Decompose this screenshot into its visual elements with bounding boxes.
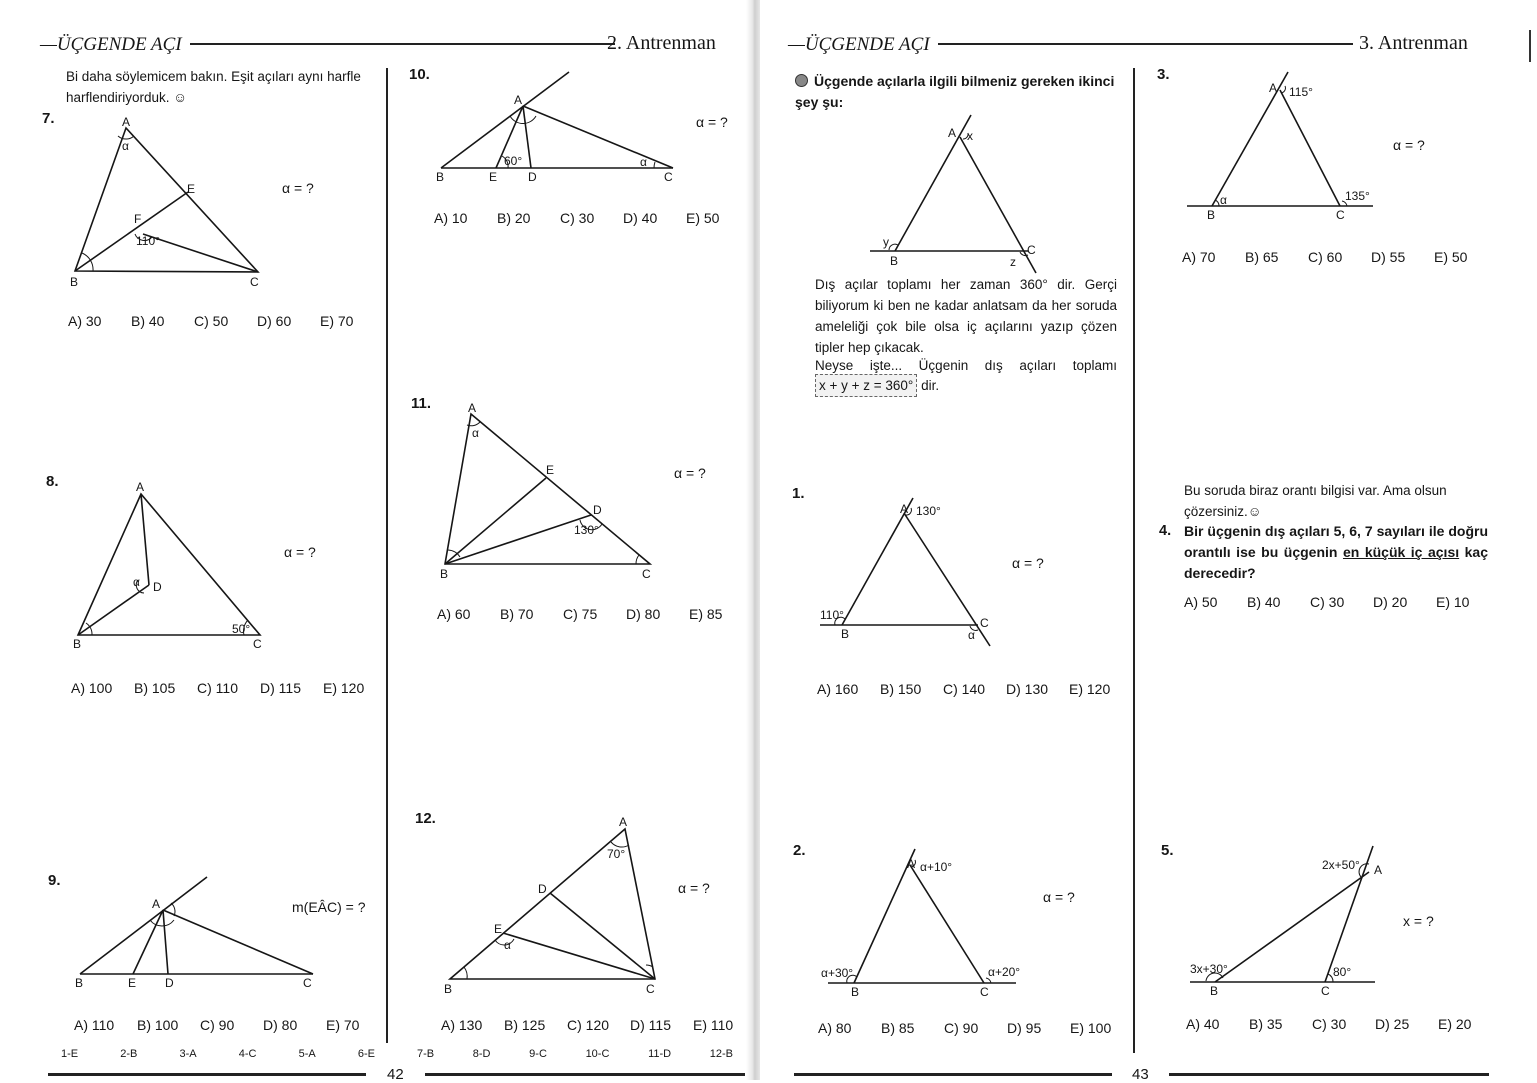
choice-a[interactable]: A) 160 bbox=[817, 681, 859, 697]
svg-text:110°: 110° bbox=[136, 234, 160, 248]
question-prompt: m(EÂC) = ? bbox=[292, 899, 366, 915]
choice-a[interactable]: A) 80 bbox=[818, 1020, 852, 1036]
choice-e[interactable]: E) 50 bbox=[686, 210, 720, 226]
answer-choices bbox=[1182, 249, 1497, 265]
choice-d[interactable]: D) 130 bbox=[1006, 681, 1049, 697]
choice-d[interactable]: D) 25 bbox=[1375, 1016, 1410, 1032]
question-number: 5. bbox=[1161, 842, 1174, 859]
svg-text:A: A bbox=[619, 815, 628, 829]
choice-b[interactable]: B) 65 bbox=[1245, 249, 1279, 265]
info-paragraph: Dış açılar toplamı her zaman 360° dir. Gerçi biliyorum ki ben ne kadar anlatsam da her soruda ameleliği çok bile olsa iç açılarını yazıp çözen tipler hep çıkacak. bbox=[815, 277, 1117, 355]
question-number: 9. bbox=[48, 872, 61, 889]
svg-text:E: E bbox=[494, 922, 503, 936]
choice-a[interactable]: A) 50 bbox=[1184, 594, 1218, 610]
triangle-figure bbox=[1185, 842, 1405, 1002]
intro-text: Bi daha söylemicem bakın. Eşit açıları aynı harfle harflendiriyorduk. ☺ bbox=[66, 69, 361, 105]
svg-text:130°: 130° bbox=[916, 504, 941, 518]
bullet-icon bbox=[795, 74, 808, 87]
question-prompt: α = ? bbox=[1043, 889, 1075, 905]
svg-text:A: A bbox=[468, 401, 477, 415]
choice-c[interactable]: C) 90 bbox=[200, 1017, 235, 1033]
choice-d[interactable]: D) 80 bbox=[263, 1017, 298, 1033]
answer-key-item: 12-B bbox=[709, 1048, 733, 1060]
svg-text:α+20°: α+20° bbox=[988, 965, 1021, 979]
choice-e[interactable]: E) 50 bbox=[1434, 249, 1468, 265]
svg-text:B: B bbox=[440, 567, 449, 581]
svg-text:C: C bbox=[253, 637, 262, 651]
question-prompt: α = ? bbox=[1393, 137, 1425, 153]
question-prompt: α = ? bbox=[674, 465, 706, 481]
svg-text:D: D bbox=[593, 503, 602, 517]
svg-text:70°: 70° bbox=[607, 847, 626, 861]
choice-e[interactable]: E) 70 bbox=[326, 1017, 360, 1033]
formula-box: x + y + z = 360° bbox=[815, 374, 917, 397]
choice-b[interactable]: B) 125 bbox=[504, 1017, 546, 1033]
triangle-figure bbox=[430, 68, 680, 188]
question-prompt: α = ? bbox=[678, 880, 710, 896]
answer-choices bbox=[817, 681, 1132, 697]
page-edge-mark bbox=[1529, 30, 1531, 62]
formula-suffix: dir. bbox=[921, 378, 940, 393]
svg-text:C: C bbox=[980, 985, 989, 999]
page-header bbox=[40, 30, 735, 60]
svg-text:B: B bbox=[444, 982, 453, 996]
svg-text:α: α bbox=[1220, 193, 1227, 207]
question-number: 12. bbox=[415, 810, 436, 827]
svg-text:A: A bbox=[514, 93, 523, 107]
footer-rule bbox=[48, 1073, 366, 1076]
svg-text:α+30°: α+30° bbox=[821, 966, 854, 980]
left-page bbox=[0, 0, 755, 1083]
question-text: Bir üçgenin dış açıları 5, 6, 7 sayıları ile doğru orantılı ise bu üçgenin en küçük iç açısı kaç derecedir? bbox=[1184, 523, 1488, 581]
footer-rule bbox=[794, 1073, 1112, 1076]
svg-text:D: D bbox=[153, 580, 162, 594]
svg-text:B: B bbox=[841, 627, 850, 641]
choice-b[interactable]: B) 70 bbox=[500, 606, 534, 622]
svg-text:2x+50°: 2x+50° bbox=[1322, 858, 1360, 872]
choice-b[interactable]: B) 35 bbox=[1249, 1016, 1283, 1032]
question-prompt: α = ? bbox=[696, 114, 728, 130]
svg-text:3x+30°: 3x+30° bbox=[1190, 962, 1228, 976]
question-number: 1. bbox=[792, 485, 805, 502]
choice-e[interactable]: E) 120 bbox=[1069, 681, 1111, 697]
choice-c[interactable]: C) 30 bbox=[560, 210, 595, 226]
svg-text:A: A bbox=[152, 897, 161, 911]
svg-text:D: D bbox=[165, 976, 174, 990]
svg-text:E: E bbox=[187, 182, 196, 196]
choice-e[interactable]: E) 70 bbox=[320, 313, 354, 329]
question-number: 11. bbox=[411, 395, 432, 412]
triangle-figure bbox=[70, 870, 320, 990]
svg-text:80°: 80° bbox=[1333, 965, 1352, 979]
page-number: 42 bbox=[387, 1066, 404, 1083]
svg-text:C: C bbox=[646, 982, 655, 996]
svg-text:60°: 60° bbox=[504, 154, 523, 168]
answer-key-item: 3-A bbox=[179, 1048, 197, 1060]
column-divider bbox=[1133, 68, 1135, 1053]
choice-a[interactable]: A) 70 bbox=[1182, 249, 1216, 265]
question-number: 10. bbox=[409, 66, 430, 83]
svg-text:B: B bbox=[1207, 208, 1216, 222]
svg-text:A: A bbox=[122, 115, 131, 129]
answer-key-right bbox=[417, 1048, 733, 1060]
svg-text:B: B bbox=[890, 254, 899, 268]
svg-text:A: A bbox=[900, 502, 909, 516]
triangle-figure bbox=[60, 478, 280, 651]
choice-d[interactable]: D) 95 bbox=[1007, 1020, 1042, 1036]
question-number: 8. bbox=[46, 473, 59, 490]
choice-c[interactable]: C) 120 bbox=[567, 1017, 610, 1033]
svg-text:E: E bbox=[128, 976, 137, 990]
answer-choices bbox=[818, 1020, 1133, 1036]
svg-text:α+10°: α+10° bbox=[920, 860, 953, 874]
svg-text:E: E bbox=[546, 463, 555, 477]
triangle-figure bbox=[440, 815, 670, 995]
choice-b[interactable]: B) 40 bbox=[131, 313, 165, 329]
choice-d[interactable]: D) 115 bbox=[630, 1017, 671, 1033]
svg-text:C: C bbox=[1027, 243, 1036, 257]
answer-key-item: 1-E bbox=[61, 1048, 79, 1060]
choice-b[interactable]: B) 105 bbox=[134, 680, 176, 696]
answer-choices bbox=[1184, 594, 1499, 610]
svg-text:α: α bbox=[504, 938, 511, 952]
answer-choices bbox=[71, 680, 386, 696]
answer-choices bbox=[437, 606, 752, 622]
footer-rule bbox=[425, 1073, 745, 1076]
answer-key-item: 2-B bbox=[120, 1048, 138, 1060]
svg-text:C: C bbox=[642, 567, 651, 581]
triangle-figure bbox=[1185, 70, 1395, 230]
choice-b[interactable]: B) 20 bbox=[497, 210, 531, 226]
question-intro: Bu soruda biraz orantı bilgisi var. Ama olsun çözersiniz.☺ bbox=[1184, 483, 1447, 519]
choice-e[interactable]: E) 10 bbox=[1436, 594, 1470, 610]
choice-c[interactable]: C) 140 bbox=[943, 681, 986, 697]
question-prompt: α = ? bbox=[284, 544, 316, 560]
svg-text:F: F bbox=[134, 212, 142, 226]
svg-text:α: α bbox=[968, 628, 975, 642]
choice-a[interactable]: A) 30 bbox=[68, 313, 102, 329]
question-prompt: x = ? bbox=[1403, 913, 1434, 929]
choice-e[interactable]: E) 110 bbox=[693, 1017, 734, 1033]
answer-key-item: 10-C bbox=[585, 1048, 610, 1060]
right-page bbox=[760, 0, 1537, 1083]
choice-c[interactable]: C) 75 bbox=[563, 606, 598, 622]
choice-c[interactable]: C) 30 bbox=[1310, 594, 1345, 610]
svg-text:C: C bbox=[1321, 984, 1330, 998]
info-summary: Neyse işte... Üçgenin dış açıları toplamı bbox=[815, 358, 1117, 373]
svg-text:A: A bbox=[1269, 81, 1278, 95]
choice-d[interactable]: D) 80 bbox=[626, 606, 661, 622]
answer-choices bbox=[74, 1017, 389, 1033]
svg-text:B: B bbox=[1210, 984, 1219, 998]
triangle-figure bbox=[436, 400, 666, 580]
answer-key-item: 7-B bbox=[417, 1048, 435, 1060]
svg-text:A: A bbox=[1374, 863, 1383, 877]
svg-text:C: C bbox=[303, 976, 312, 990]
svg-text:115°: 115° bbox=[1289, 85, 1313, 99]
column-divider bbox=[386, 68, 388, 1043]
svg-text:D: D bbox=[528, 170, 537, 184]
svg-text:B: B bbox=[75, 976, 84, 990]
answer-key-item: 8-D bbox=[472, 1048, 491, 1060]
svg-text:E: E bbox=[489, 170, 498, 184]
choice-c[interactable]: C) 110 bbox=[197, 680, 238, 696]
answer-choices bbox=[68, 313, 383, 329]
svg-text:135°: 135° bbox=[1345, 189, 1370, 203]
svg-text:C: C bbox=[250, 275, 259, 289]
training-label: 3. Antrenman bbox=[1359, 32, 1468, 54]
svg-text:B: B bbox=[73, 637, 82, 651]
question-prompt: α = ? bbox=[1012, 555, 1044, 571]
triangle-figure bbox=[820, 845, 1030, 1005]
choice-e[interactable]: E) 85 bbox=[689, 606, 723, 622]
question-number: 4. bbox=[1159, 523, 1172, 539]
info-formula-line bbox=[815, 374, 1117, 397]
choice-e[interactable]: E) 20 bbox=[1438, 1016, 1472, 1032]
svg-text:D: D bbox=[538, 882, 547, 896]
answer-key-item: 9-C bbox=[529, 1048, 547, 1060]
choice-a[interactable]: A) 130 bbox=[441, 1017, 483, 1033]
triangle-figure bbox=[868, 115, 1058, 275]
header-rule bbox=[938, 43, 1353, 45]
svg-text:x: x bbox=[967, 129, 973, 143]
question-prompt: α = ? bbox=[282, 180, 314, 196]
svg-text:α: α bbox=[472, 426, 479, 440]
svg-text:α: α bbox=[640, 155, 647, 169]
choice-b[interactable]: B) 85 bbox=[881, 1020, 915, 1036]
choice-b[interactable]: B) 150 bbox=[880, 681, 922, 697]
choice-d[interactable]: D) 115 bbox=[260, 680, 301, 696]
choice-d[interactable]: D) 60 bbox=[257, 313, 292, 329]
choice-a[interactable]: A) 110 bbox=[74, 1017, 115, 1033]
svg-text:C: C bbox=[1336, 208, 1345, 222]
choice-a[interactable]: A) 10 bbox=[434, 210, 468, 226]
answer-choices bbox=[1186, 1016, 1501, 1032]
page-number: 43 bbox=[1132, 1066, 1149, 1083]
svg-text:C: C bbox=[664, 170, 673, 184]
answer-key-item: 5-A bbox=[298, 1048, 316, 1060]
choice-a[interactable]: A) 100 bbox=[71, 680, 113, 696]
choice-b[interactable]: B) 100 bbox=[137, 1017, 179, 1033]
choice-c[interactable]: C) 50 bbox=[194, 313, 229, 329]
choice-c[interactable]: C) 30 bbox=[1312, 1016, 1347, 1032]
info-heading: Üçgende açılarla ilgili bilmeniz gereken ikinci şey şu: bbox=[795, 73, 1115, 110]
answer-key-left bbox=[61, 1048, 375, 1060]
svg-text:A: A bbox=[907, 857, 916, 871]
svg-text:50°: 50° bbox=[232, 622, 251, 636]
footer-rule bbox=[1169, 1073, 1489, 1076]
svg-text:C: C bbox=[980, 616, 989, 630]
question-number: 7. bbox=[42, 110, 55, 127]
question-number: 2. bbox=[793, 842, 806, 859]
header-rule bbox=[190, 43, 615, 45]
page-header bbox=[788, 30, 1488, 60]
svg-text:α: α bbox=[122, 139, 129, 153]
svg-text:y: y bbox=[883, 235, 889, 249]
svg-text:B: B bbox=[851, 985, 860, 999]
question-number: 3. bbox=[1157, 66, 1170, 83]
answer-key-item: 4-C bbox=[238, 1048, 257, 1060]
section-title: —ÜÇGENDE AÇI bbox=[40, 34, 182, 55]
svg-text:z: z bbox=[1010, 255, 1016, 269]
svg-text:A: A bbox=[136, 480, 145, 494]
choice-a[interactable]: A) 60 bbox=[437, 606, 471, 622]
svg-text:B: B bbox=[70, 275, 79, 289]
answer-choices bbox=[434, 210, 749, 226]
training-label: 2. Antrenman bbox=[607, 32, 716, 54]
svg-text:130°: 130° bbox=[574, 523, 599, 537]
choice-d[interactable]: D) 55 bbox=[1371, 249, 1406, 265]
choice-c[interactable]: C) 90 bbox=[944, 1020, 979, 1036]
choice-e[interactable]: E) 100 bbox=[1070, 1020, 1112, 1036]
section-title: —ÜÇGENDE AÇI bbox=[788, 34, 930, 55]
answer-choices bbox=[441, 1017, 756, 1033]
svg-text:B: B bbox=[436, 170, 445, 184]
answer-key-item: 6-E bbox=[357, 1048, 375, 1060]
choice-e[interactable]: E) 120 bbox=[323, 680, 365, 696]
svg-text:α: α bbox=[133, 575, 140, 589]
choice-d[interactable]: D) 40 bbox=[623, 210, 658, 226]
choice-a[interactable]: A) 40 bbox=[1186, 1016, 1220, 1032]
answer-key-item: 11-D bbox=[648, 1048, 672, 1060]
triangle-figure bbox=[818, 488, 1018, 658]
svg-text:A: A bbox=[948, 126, 957, 140]
choice-b[interactable]: B) 40 bbox=[1247, 594, 1281, 610]
choice-c[interactable]: C) 60 bbox=[1308, 249, 1343, 265]
svg-text:110°: 110° bbox=[820, 608, 844, 622]
choice-d[interactable]: D) 20 bbox=[1373, 594, 1408, 610]
triangle-figure bbox=[60, 110, 280, 290]
